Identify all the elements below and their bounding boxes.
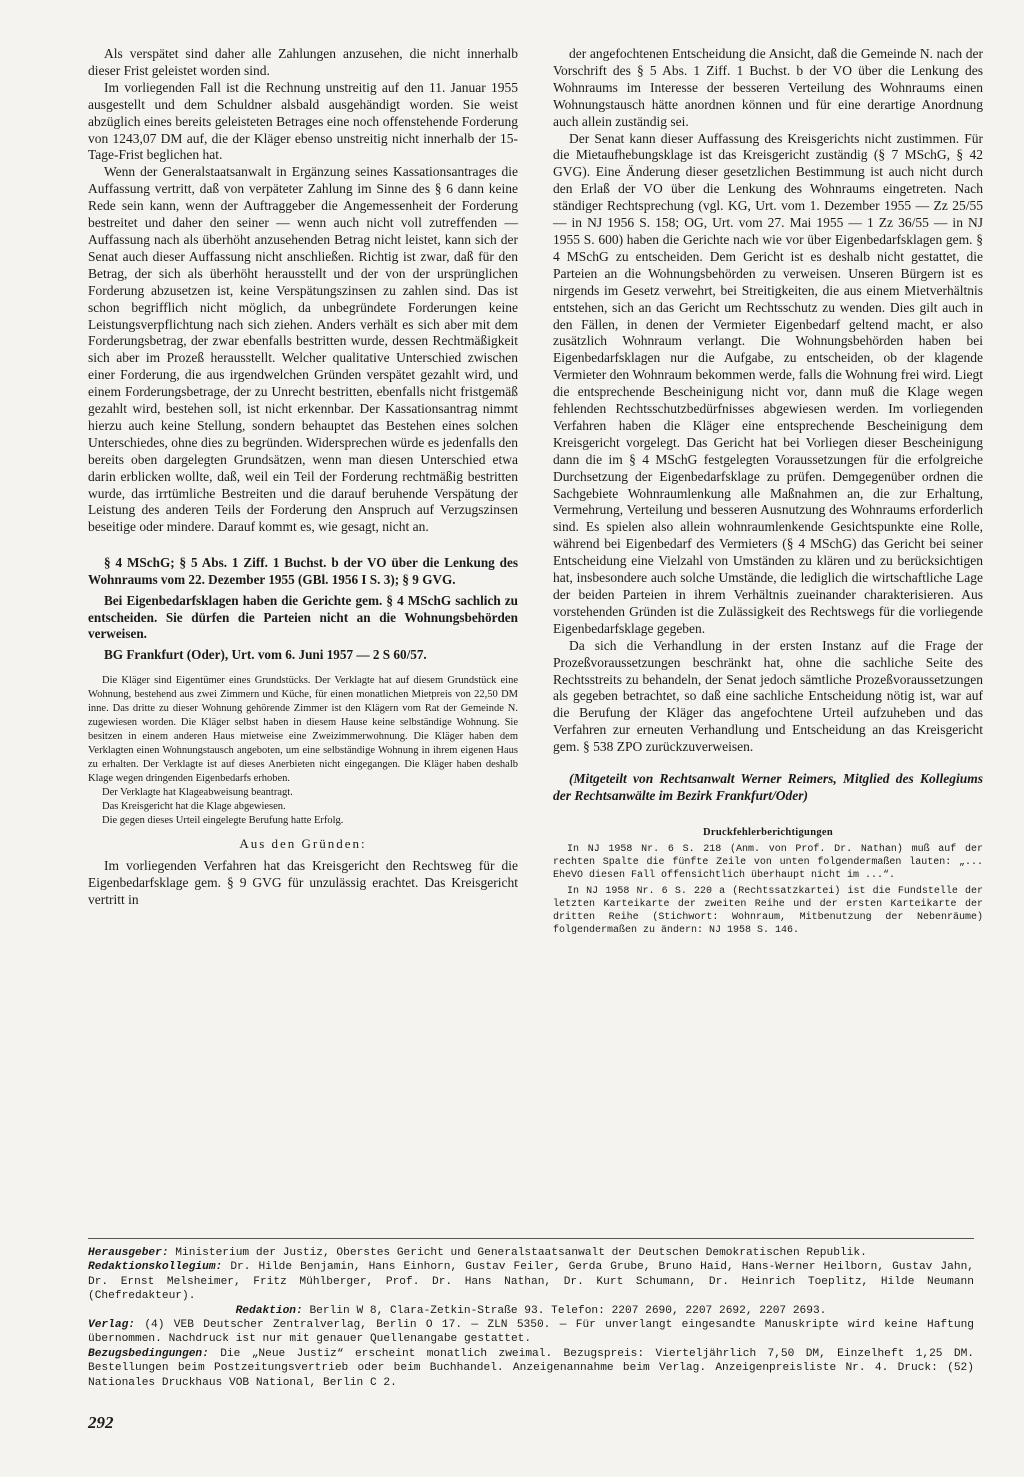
imprint-text: Berlin W 8, Clara-Zetkin-Straße 93. Telefon: 2207 2690, 2207 2692, 2207 2693. bbox=[309, 1304, 827, 1317]
paragraph: Im vorliegenden Verfahren hat das Kreisgericht den Rechtsweg für die Eigenbedarfsklage gem. § 9 GVG für unzulässig erachtet. Das Kreisgericht vertritt in bbox=[88, 858, 518, 907]
right-column bbox=[553, 46, 983, 938]
paragraph: Im vorliegenden Fall ist die Rechnung unstreitig auf den 11. Januar 1955 ausgestellt und dem Schuldner alsbald ausgehändigt worden. Sie weist abzüglich eines bereits geleisteten Betrages eine noch offenstehende Forderung von 1243,07 DM auf, die der Kläger ebenso unstreitig nicht innerhalb der 15-Tage-Frist beglichen hat. bbox=[88, 79, 518, 163]
legal-principle-heading: Bei Eigenbedarfsklagen haben die Gerichte gem. § 4 MSchG sachlich zu entscheiden. Sie dürfen die Parteien nicht an die Wohnungsbehörden verweisen. bbox=[88, 592, 518, 642]
case-facts: Die gegen dieses Urteil eingelegte Berufung hatte Erfolg. bbox=[102, 815, 344, 827]
left-column bbox=[88, 46, 518, 909]
correction-item: In NJ 1958 Nr. 6 S. 220 a (Rechtssatzkartei) ist die Fundstelle der letzten Karteikarte der zweiten Reihe und der ersten Karteikarte der dritten Reihe (Stichwort: Wohnraum, Mitbenutzung der Nebenräume) folgendermaßen zu ändern: NJ 1958 S. 146. bbox=[553, 886, 983, 936]
correction-item: In NJ 1958 Nr. 6 S. 218 (Anm. von Prof. Dr. Nathan) muß auf der rechten Spalte die fünfte Zeile von unten folgendermaßen lauten: „... EheVO diesen Fall offensichtlich überhaupt nicht im ...“. bbox=[553, 844, 983, 881]
imprint-editorial-board bbox=[88, 1260, 974, 1303]
page-number: 292 bbox=[88, 1413, 114, 1432]
imprint-label: Redaktion: bbox=[235, 1304, 303, 1317]
imprint-publishing-house bbox=[88, 1318, 974, 1347]
imprint-text: Die „Neue Justiz“ erscheint monatlich zweimal. Bezugspreis: Vierteljährlich 7,50 DM, Einzelheft 1,25 DM. Bestellungen beim Postzeitungsvertrieb oder beim Buchhandel. Anzeigenannahme beim Verlag. Anzeigenpreisliste Nr. 4. Druck: (52) Nationales Druckhaus VOB National, Berlin C 2. bbox=[88, 1347, 975, 1389]
imprint-publisher bbox=[88, 1246, 974, 1260]
imprint-subscription bbox=[88, 1347, 974, 1390]
imprint-divider bbox=[88, 1238, 974, 1239]
case-facts: Die Kläger sind Eigentümer eines Grundstücks. Der Verklagte hat auf diesem Grundstück eine Wohnung, bestehend aus zwei Zimmern und Küche, für einen monatlichen Mietpreis von 22,50 DM inne. Das dritte zu dieser Wohnung gehörende Zimmer ist den Klägern vom Rat der Gemeinde N. zugewiesen worden. Die Kläger selbst haben in diesem Hause keine selbständige Wohnung. Sie besitzen in einem anderen Haus mietweise eine Zweizimmerwohnung. Die Kläger haben dem Verklagten einen Wohnungstausch angeboten, um eine selbständige Wohnung in ihrem eigenen Haus zu erhalten. Der Verklagte ist auf dieses Anerbieten nicht eingegangen. Die Kläger haben deshalb Klage wegen dringenden Eigenbedarfs erhoben. bbox=[88, 675, 518, 785]
imprint-text: (4) VEB Deutscher Zentralverlag, Berlin O 17. — ZLN 5350. — Für unverlangt eingesandte Manuskripte wird keine Haftung übernommen. Nachdruck ist nur mit genauer Quellenangabe gestattet. bbox=[88, 1319, 975, 1346]
legal-citation-heading: § 4 MSchG; § 5 Abs. 1 Ziff. 1 Buchst. b der VO über die Lenkung des Wohnraums vom 22. Dezember 1955 (GBl. 1956 I S. 3); § 9 GVG. bbox=[88, 555, 518, 588]
imprint-text: Dr. Hilde Benjamin, Hans Einhorn, Gustav Feiler, Gerda Grube, Bruno Haid, Hans-Werner Heilborn, Gustav Jahn, Dr. Ernst Melsheimer, Fritz Mühlberger, Prof. Dr. Hans Nathan, Dr. Kurt Schumann, Dr. Heinrich Toeplitz, Hilde Neumann (Chefredakteur). bbox=[88, 1261, 974, 1303]
case-facts: Das Kreisgericht hat die Klage abgewiesen. bbox=[102, 801, 286, 813]
imprint-label: Redaktionskollegium: bbox=[88, 1261, 223, 1274]
imprint-label: Bezugsbedingungen: bbox=[88, 1347, 209, 1360]
imprint bbox=[88, 1246, 974, 1390]
imprint-label: Verlag: bbox=[88, 1319, 135, 1332]
paragraph: Wenn der Generalstaatsanwalt in Ergänzung seines Kassationsantrages die Auffassung vertritt, daß von verpäteter Zahlung im Sinne des § 6 dann keine Rede sein kann, wenn der Auftraggeber die Angemessenheit der Forderung bestreitet und daher den seiner — wenn auch nicht voll zutreffenden — Auffassung nach als überhöht anzusehenden Betrag nicht leistet, kann sich der Senat auch dieser Auffassung nicht anschließen. Richtig ist zwar, daß für den Betrag, der sich als überhöht herausstellt und der von der ursprünglichen Forderung abzusetzen ist, keine Verspätungszinsen zu zahlen sind. Das ist schon begrifflich nicht möglich, da unbegründete Forderungen keine Leistungsverpflichtung nach sich ziehen. Anders verhält es sich aber mit dem Forderungsbetrag, der zwar ebenfalls bestritten wurde, dessen Rechtmäßigkeit sich aber im Prozeß herausstellt. Welcher qualitative Unterschied zwischen einer Forderung, die aus irgendwelchen Gründen verspätet gezahlt wird, und einem Forderungsbetrage, der zu Unrecht bestritten, ebenfalls nicht fristgemäß gezahlt wird, bestehen soll, ist nicht erkennbar. Der Kassationsantrag nimmt hierzu auch keine Stellung, sondern behauptet das Bestehen eines solchen Unterschiedes, ohne dies zu begründen. Widersprechen würde es jedenfalls den bereits oben dargelegten Grundsätzen, wenn man diesen Unterschied etwa darin erblicken wollte, daß, weil ein Teil der Forderung rechtmäßig bestritten wurde, das irrtümliche Bestreiten und die darauf beruhende Verspätung der Leistung des anderen Teils der Forderung den Anspruch auf Verzugszinsen beseitige oder mindere. Darauf kommt es, wie gesagt, nicht an. bbox=[88, 164, 518, 535]
attribution-note: (Mitgeteilt von Rechtsanwalt Werner Reimers, Mitglied des Kollegiums der Rechtsanwälte im Bezirk Frankfurt/Oder) bbox=[553, 771, 983, 804]
imprint-label: Herausgeber: bbox=[88, 1247, 169, 1259]
paragraph: Da sich die Verhandlung in der ersten Instanz auf die Frage der Prozeßvoraussetzungen beschränkt hat, ohne die sachliche Seite des Rechtsstreits zu behandeln, der Senat jedoch sämtliche Prozeßvoraussetzungen als gegeben betrachtet, so daß eine sachliche Entscheidung nötig ist, war auf die Berufung der Kläger das angefochtene Urteil aufzuheben und das Verfahren zur erneuten Verhandlung und Entscheidung an das Kreisgericht gem. § 538 ZPO zurückzuverweisen. bbox=[553, 637, 983, 755]
imprint-text: Ministerium der Justiz, Oberstes Gericht und Generalstaatsanwalt der Deutschen Demokratischen Republik. bbox=[175, 1247, 867, 1259]
reasons-heading: Aus den Gründen: bbox=[239, 836, 367, 852]
court-decision-reference: BG Frankfurt (Oder), Urt. vom 6. Juni 1957 — 2 S 60/57. bbox=[104, 647, 427, 663]
paragraph: der angefochtenen Entscheidung die Ansicht, daß die Gemeinde N. nach der Vorschrift des § 5 Abs. 1 Ziff. 1 Buchst. b der VO über die Lenkung des Wohnraums im Interesse der besseren Verteilung des Wohnraums einen Wohnungstausch hätte anordnen können und für eine derartige Anordnung auch allein zuständig sei. bbox=[553, 46, 983, 129]
paragraph: Der Senat kann dieser Auffassung des Kreisgerichts nicht zustimmen. Für die Mietaufhebungsklage ist das Kreisgericht zuständig (§ 7 MSchG, § 42 GVG). Eine Änderung dieser gesetzlichen Bestimmung ist auch nicht durch den Erlaß der VO über die Lenkung des Wohnraums eingetreten. Nach ständiger Rechtsprechung (vgl. KG, Urt. vom 1. Dezember 1955 — Zz 25/55 — in NJ 1956 S. 158; OG, Urt. vom 27. Mai 1955 — 1 Zz 36/55 — in NJ 1955 S. 600) haben die Gerichte nach wie vor über Eigenbedarfsklagen gem. § 4 MSchG zu entscheiden. Dem Gericht ist es deshalb nicht gestattet, die Parteien an die Wohnungsbehörden zu verweisen. Unseren Bürgern ist es nirgends im Gesetz verwehrt, bei Streitigkeiten, die aus einem Mietverhältnis entstehen, sich an das Gericht um Rechtsschutz zu wenden. Dies gilt auch in den Fällen, in denen der Vermieter Eigenbedarf geltend macht, er also zusätzlich Wohnraum verlangt. Die Wohnungsbehörden haben bei Eigenbedarfsklagen nur die Aufgabe, zu entscheiden, ob der klagende Vermieter den Wohnraum bekommen werde, falls die Wohnung frei wird. Liegt die entsprechende Bescheinigung nicht vor, dann muß die Klage wegen fehlenden Rechtsschutzbedürfnisses abgewiesen werden. Im vorliegenden Verfahren haben die Kläger eine entsprechende Bescheinigung dem Kreisgericht vorgelegt. Das Gericht hat bei Vorliegen dieser Bescheinigung dann die im § 4 MSchG festgelegten Voraussetzungen für die erfolgreiche Durchsetzung der Eigenbedarfsklage zu prüfen. Demgegenüber ordnen die Sachgebiete Wohnraumlenkung alle Maßnahmen an, die zur Erhaltung, Vermehrung, Verteilung und besseren Ausnutzung des Wohnraums erforderlich sind. Es spielen also allein wohnraumlenkende Gesichtspunkte eine Rolle, während bei Eigenbedarf des Vermieters (§ 4 MSchG) das Gericht bei seiner Entscheidung eine Vielzahl von Umständen zu klären und zu berücksichtigen hat, insbesondere auch solche Umstände, die lediglich die wirtschaftliche Lage der beiden Parteien in ihrem Verhältnis zueinander charakterisieren. Aus vorstehenden Gründen ist die Zulässigkeit des Rechtswegs für die vorliegende Eigenbedarfsklage gegeben. bbox=[553, 130, 983, 636]
paragraph: Als verspätet sind daher alle Zahlungen anzusehen, die nicht innerhalb dieser Frist geleistet worden sind. bbox=[88, 46, 518, 78]
corrections-title: Druckfehlerberichtigungen bbox=[703, 827, 833, 839]
imprint-editorial-office bbox=[88, 1304, 974, 1318]
case-facts: Der Verklagte hat Klageabweisung beantragt. bbox=[102, 787, 293, 799]
